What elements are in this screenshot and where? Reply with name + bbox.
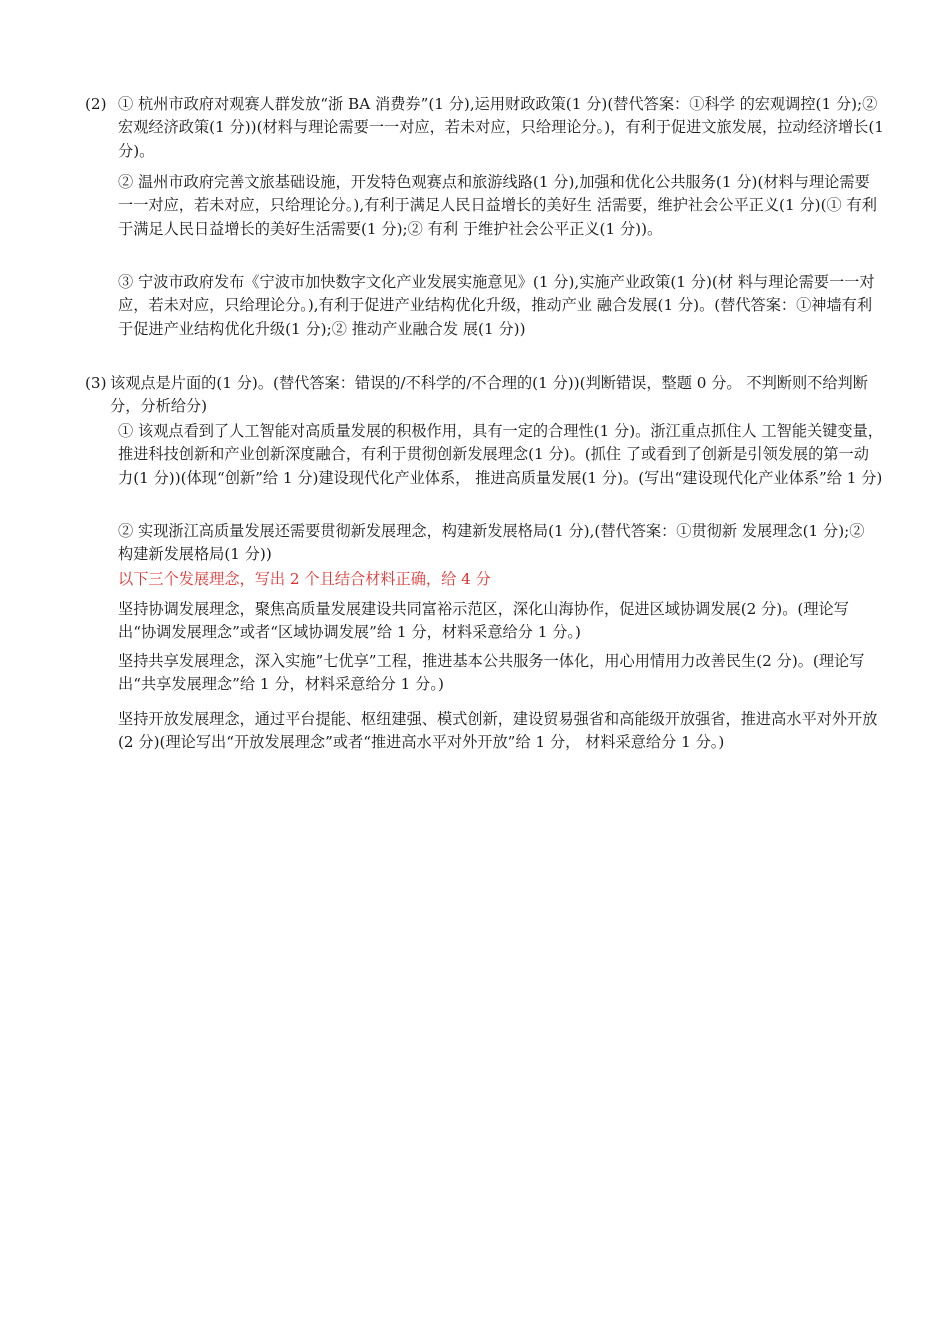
answer-paragraph: 坚持协调发展理念，聚焦高质量发展建设共同富裕示范区，深化山海协作，促进区域协调发展(2 分)。(理论写出“协调发展理念”或者“区域协调发展”给 1 分，材料采意给分 1 分。): [118, 600, 849, 642]
question-number: (3): [85, 374, 107, 392]
question-2: [85, 93, 885, 163]
answer-paragraph: 该观点是片面的(1 分)。(替代答案：错误的/不科学的/不合理的(1 分))(判断错误，整题 0 分。 不判断则不给判断分，分析给分): [110, 374, 868, 416]
question-3: [85, 372, 885, 419]
answer-paragraph: ② 温州市政府完善文旅基础设施，开发特色观赛点和旅游线路(1 分),加强和优化公共服务(1 分)(材料与理论需要一一对应，若未对应，只给理论分。),有利于满足人民日益增长的美好生 活需要，维护社会公平正义(1 分)(① 有利于满足人民日益增长的美好生活需要(1 分);② 有利 于维护社会公平正义(1 分))。: [118, 173, 877, 238]
answer-paragraph: 坚持共享发展理念，深入实施”七优享”工程，推进基本公共服务一体化，用心用情用力改善民生(2 分)。(理论写出“共享发展理念”给 1 分，材料采意给分 1 分。): [118, 652, 865, 694]
answer-paragraph: ① 该观点看到了人工智能对高质量发展的积极作用，具有一定的合理性(1 分)。浙江重点抓住人 工智能关键变量，推进科技创新和产业创新深度融合，有利于贯彻创新发展理念(1 分)。(抓住 了或看到了创新是引领发展的第一动力(1 分))(体现“创新”给 1 分)建设现代化产业体系， 推进高质量发展(1 分)。(写出“建设现代化产业体系”给 1 分): [118, 422, 883, 487]
grading-note: 以下三个发展理念，写出 2 个且结合材料正确，给 4 分: [118, 570, 491, 588]
answer-paragraph: ① 杭州市政府对观赛人群发放“浙 BA 消费券”(1 分),运用财政政策(1 分)(替代答案：①科学 的宏观调控(1 分);② 宏观经济政策(1 分))(材料与理论需要一一对应，若未对应，只给理论分。)，有利于促进文旅发展，拉动经济增长(1 分)。: [118, 95, 884, 160]
answer-paragraph: 坚持开放发展理念，通过平台提能、枢纽建强、模式创新，建设贸易强省和高能级开放强省，推进高水平对外开放(2 分)(理论写出“开放发展理念”或者“推进高水平对外开放”给 1 分， 材料采意给分 1 分。): [118, 710, 878, 752]
answer-paragraph: ② 实现浙江高质量发展还需要贯彻新发展理念，构建新发展格局(1 分),(替代答案：①贯彻新 发展理念(1 分);② 构建新发展格局(1 分)): [118, 522, 865, 564]
answer-paragraph: ③ 宁波市政府发布《宁波市加快数字文化产业发展实施意见》(1 分),实施产业政策(1 分)(材 料与理论需要一一对应，若未对应，只给理论分。),有利于促进产业结构优化升级，推动产业 融合发展(1 分)。(替代答案：①神墙有利于促进产业结构优化升级(1 分);② 推动产业融合发 展(1 分)): [118, 273, 875, 338]
question-number: (2): [85, 95, 107, 113]
